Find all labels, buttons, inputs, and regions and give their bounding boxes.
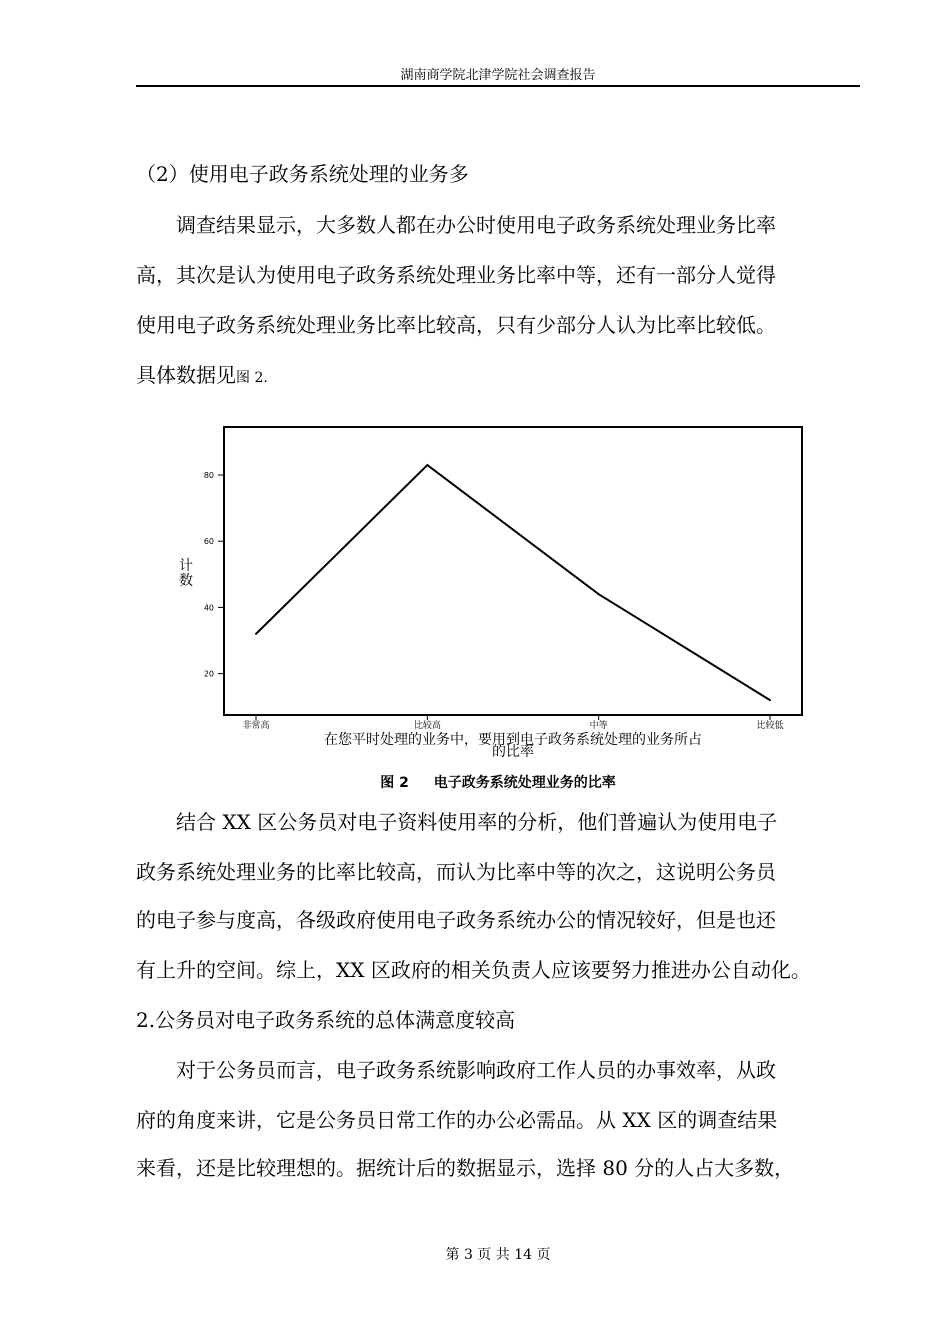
paragraph-line: 政务系统处理业务的比率比较高，而认为比率中等的次之，这说明公务员	[136, 860, 776, 884]
figure-reference: 图 2.	[236, 370, 268, 386]
paragraph-line: 使用电子政务系统处理业务比率比较高，只有少部分人认为比率比较低。	[136, 313, 776, 337]
figure-title: 电子政务系统处理业务的比率	[433, 775, 616, 791]
header-rule	[136, 85, 860, 87]
y-tick-label: 80	[203, 471, 214, 480]
figure-chart	[168, 418, 818, 763]
page-footer: 第 3 页 共 14 页	[445, 1247, 551, 1263]
x-tick-label: 非常高	[242, 721, 270, 731]
data-point	[255, 633, 257, 635]
y-tick-label: 20	[203, 669, 214, 679]
figure-number: 图 2	[380, 775, 409, 791]
x-tick-label: 比较低	[756, 721, 784, 731]
line-chart	[168, 418, 818, 763]
x-axis	[242, 715, 783, 731]
data-point	[426, 464, 428, 466]
page-header: 湖南商学院北津学院社会调查报告	[400, 68, 596, 83]
y-axis	[204, 471, 224, 679]
paragraph-line: 调查结果显示，大多数人都在办公时使用电子政务系统处理业务比率	[136, 213, 776, 237]
y-tick-label: 40	[203, 603, 214, 613]
paragraph-line: 有上升的空间。综上，XX 区政府的相关负责人应该要努力推进办公自动化。	[136, 958, 811, 982]
y-tick-label: 60	[203, 537, 214, 547]
data-point	[769, 699, 771, 701]
paragraph-line: 的电子参与度高，各级政府使用电子政务系统办公的情况较好，但是也还	[136, 908, 776, 932]
paragraph-line: 来看，还是比较理想的。据统计后的数据显示，选择 80 分的人占大多数，	[136, 1156, 795, 1180]
paragraph-line: 高，其次是认为使用电子政务系统处理业务比率中等，还有一部分人觉得	[136, 263, 776, 287]
data-point	[598, 593, 600, 595]
x-axis-label: 在您平时处理的业务中，要用到电子政务系统处理的业务所占	[324, 732, 702, 748]
paragraph-text: 具体数据见	[136, 363, 236, 387]
series-line	[256, 465, 770, 700]
paragraph-line: 对于公务员而言，电子政务系统影响政府工作人员的办事效率，从政	[136, 1058, 776, 1082]
x-tick-label: 中等	[589, 721, 608, 731]
paragraph-line	[136, 350, 860, 403]
subheading: 2.公务员对电子政务系统的总体满意度较高	[136, 1008, 516, 1032]
plot-frame	[224, 427, 802, 715]
paragraph-line: 府的角度来讲，它是公务员日常工作的办公必需品。从 XX 区的调查结果	[136, 1108, 778, 1132]
y-axis-label-char: 计	[179, 558, 193, 574]
x-tick-label: 比较高	[413, 721, 441, 731]
x-axis-label: 的比率	[492, 744, 534, 760]
y-axis-label	[179, 557, 193, 589]
figure-caption	[136, 772, 860, 792]
paragraph-line: 结合 XX 区公务员对电子资料使用率的分析，他们普遍认为使用电子	[136, 810, 778, 834]
section-heading: （2）使用电子政务系统处理的业务多	[136, 162, 469, 186]
y-axis-label-char: 数	[179, 573, 193, 589]
